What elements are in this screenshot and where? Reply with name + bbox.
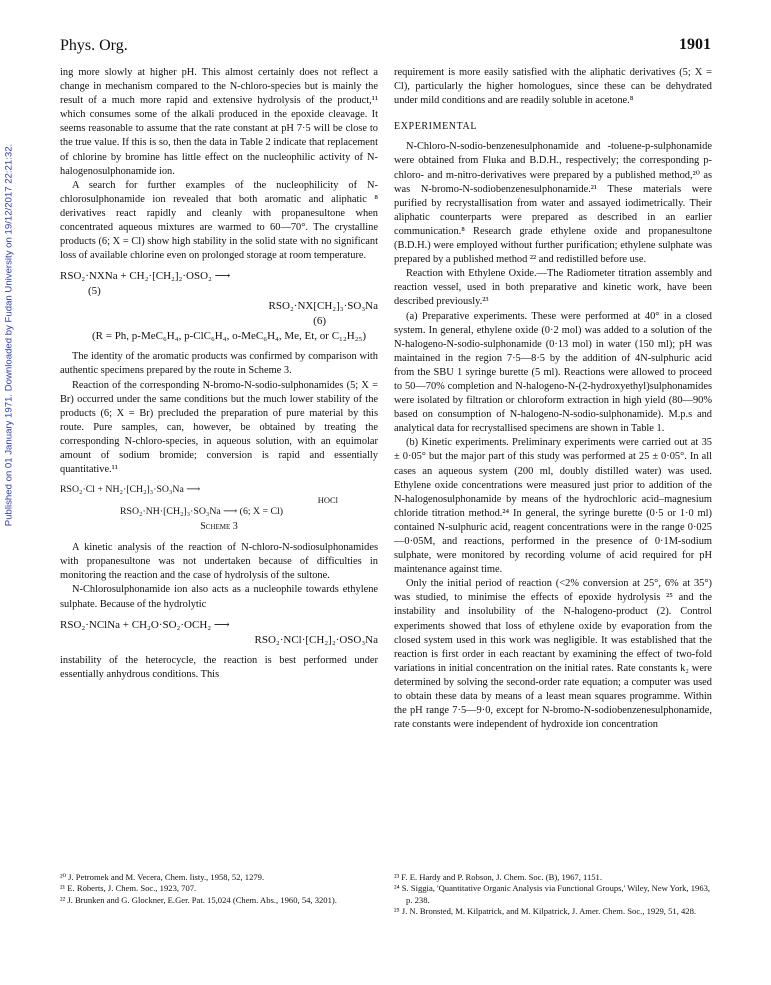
equation-sultone	[60, 269, 378, 344]
equation-note: (R = Ph, p-MeC₆H₄, p-ClC₆H₄, o-MeC₆H₄, Me, Et, or C₁₂H₂₅)	[91, 330, 367, 343]
scheme-reagent: HOCl	[317, 495, 338, 506]
paragraph: (a) Preparative experiments. These were performed at 40° in a closed system. In general, ethylene oxide (0·2 mol) was added to a solution of the N-halogeno-N-sodio-sulphonamide (0·13 mol) in water (150 ml); pH was maintained in the region 7·5—8·5 by the addition of 4N-sulphuric acid from the SBU 1 syringe burette (5 ml). Reactions were allowed to proceed to 50—70% completion and N-halogeno-N-(2-hydroxyethyl)sulphonamides were isolated by filtration or chloroform extraction in high yield (80—90% based on consumption of N-halogeno-N-sodio-sulphonamide). M.p.s and analytical data for recrystallised specimens are shown in Table 1.	[394, 310, 712, 435]
footnote: ²² J. Brunken and G. Glockner, E.Ger. Pat. 15,024 (Chem. Abs., 1960, 54, 3201).	[60, 894, 337, 905]
footnote: ²⁵ J. N. Bronsted, M. Kilpatrick, and M. Kilpatrick, J. Amer. Chem. Soc., 1929, 51, 428.	[394, 906, 697, 917]
paragraph: A kinetic analysis of the reaction of N-chloro-N-sodiosulphonamides with propanesultone was not undertaken because of difficulties in monitoring the reaction and the case of hydrolysis of the sultone.	[60, 542, 378, 582]
paragraph: (b) Kinetic experiments. Preliminary experiments were carried out at 35 ± 0·05° but the major part of this study was performed at 25 ± 0·05°. In all cases an aqueous system (200 ml, doubly distilled water) was used. Ethylene oxide concentrations were measured just prior to addition of the N-halogenosulphonamide by means of the hydrochloric acid–magnesium chloride titration method.²⁴ In general, the syringe burette (0·5 or 1·0 ml) contained N-sulphuric acid, reagent concentrations were in the range 0·025—0·05M, and reactions, performed in the presence of 0·1M-sodium sulphate, were monitored by recording volume of acid required for pH maintenance against time.	[394, 437, 712, 576]
footnotes-left	[60, 872, 378, 906]
scheme-line: RSO₂·Cl + NH₂·[CH₂]₃·SO₃Na ⟶	[60, 484, 201, 496]
section-heading: EXPERIMENTAL	[394, 121, 478, 133]
paragraph: ing more slowly at higher pH. This almost certainly does not reflect a change in mechanism compared to the N-chloro-species but is mainly the result of a much more rapid and extensive hydrolysis of the product,¹¹ which consumes some of the alkali produced in the epoxide cleavage. It seems reasonable to assume that the rate constant at pH 7·5 will be close to the true value. If this is so, then the data in Table 2 indicate that replacement of chlorine by bromine has little effect on the nucleophilic activity of N-halogenosulphonamide ion.	[60, 67, 378, 177]
footnote: ²⁰ J. Petromek and M. Vecera, Chem. listy., 1958, 52, 1279.	[60, 872, 265, 882]
paragraph: Reaction with Ethylene Oxide.—The Radiometer titration assembly and reaction vessel, used in both preparative and kinetic work, have been described previously.²³	[394, 268, 712, 308]
footnote: ²¹ E. Roberts, J. Chem. Soc., 1923, 707.	[60, 883, 197, 894]
right-column	[394, 66, 712, 732]
footnote: ²³ F. E. Hardy and P. Robson, J. Chem. Soc. (B), 1967, 1151.	[394, 872, 603, 882]
scheme-label: Scheme 3	[200, 521, 238, 533]
running-head-journal: Phys. Org.	[60, 37, 128, 54]
paragraph: requirement is more easily satisfied with the aliphatic derivatives (5; X = Cl), particularly the higher homologues, since these can be dehydrated under mild conditions and are readily soluble in acetone.⁸	[394, 67, 712, 107]
paragraph: instability of the heterocycle, the reaction is best performed under essentially anhydrous conditions. This	[60, 654, 378, 680]
scheme-line: RSO₂·NH·[CH₂]₃·SO₃Na ⟶ (6; X = Cl)	[120, 506, 284, 518]
page-number: 1901	[679, 36, 711, 53]
left-column	[60, 66, 378, 682]
equation-line: RSO₂·NXNa + CH₂·[CH₂]₂·OSO₂ ⟶	[60, 270, 231, 283]
paragraph: Reaction of the corresponding N-bromo-N-sodio-sulphonamides (5; X = Br) occurred under the same conditions but the much lower stability of the products (6; X = Br) precluded the preparation of pure material by this route. Pure samples, can, however, be obtained by treating the corresponding N-chloro-species, in aqueous solution, with an equimolar amount of sodium bromide; conversion is rapid and essentially quantitative.¹¹	[60, 379, 378, 476]
download-watermark	[2, 70, 16, 600]
paragraph: N-Chloro-N-sodio-benzenesulphonamide and -toluene-p-sulphonamide were obtained from Fluka and B.D.H., respectively; the corresponding p-chloro- and m-nitro-derivatives were prepared by a published method,²⁰ as was N-bromo-N-sodiobenzenesulphonamide.²¹ These materials were purified by recrystallisation from water and assayed iodimetrically. Their aliphatic counterparts were prepared as described in an earlier communication.⁸ Research grade ethylene oxide and propanesultone (B.D.H.) were employed without further purification; ethylene sulphate was prepared by a published method ²² and redistilled before use.	[394, 141, 712, 266]
paragraph: N-Chlorosulphonamide ion also acts as a nucleophile towards ethylene sulphate. Because of the hydrolytic	[60, 584, 378, 610]
equation-line: RSO₂·NX[CH₂]₃·SO₃Na	[268, 300, 378, 313]
footnotes-right	[394, 872, 712, 918]
equation-line: RSO₂·NClNa + CH₂O·SO₂·OCH₂ ⟶	[60, 618, 230, 631]
footnote: ²⁴ S. Siggia, 'Quantitative Organic Analysis via Functional Groups,' Wiley, New York, 1963, p. 238.	[394, 883, 711, 905]
paragraph: Only the initial period of reaction (<2% conversion at 25°, 6% at 35°) was studied, to minimise the effects of epoxide hydrolysis ²⁵ and the instability and insolubility of the N-halogeno-product (2). Control experiments showed that loss of ethylene oxide by evaporation from the closed system used in this work was negligible. It was established that the reaction is first order in each reactant by examining the effect of two-fold variations in initial concentration on the initial rates. Rate constants k₂ were determined by solving the second-order rate equation; a computer was used to obtain these data by means of a least mean squares programme. Within the pH range 7·5—9·0, except for N-bromo-N-sodiobenzenesulphonamide, rate constants were independent of hydroxide ion concentration	[394, 578, 712, 731]
scheme-3	[60, 483, 378, 533]
download-watermark-text[interactable]: Published on 01 January 1971. Downloaded by Fudan University on 19/12/2017 22:21:32.	[3, 143, 15, 527]
compound-label: (5)	[88, 285, 101, 298]
paragraph: A search for further examples of the nucleophilicity of N-chlorosulphonamide ion revealed that both aromatic and aliphatic ⁸ derivatives react rapidly and cleanly with propanesultone when concentrated aqueous mixtures are warmed to 60—70°. The crystalline products (6; X = Cl) show high stability in the solid state with no significant loss of available chlorine even on prolonged storage at room temperature.	[60, 179, 378, 262]
equation-ethylene-sulphate	[60, 618, 378, 648]
paragraph: The identity of the aromatic products was confirmed by comparison with authentic specimens prepared by the route in Scheme 3.	[60, 351, 378, 377]
equation-line: RSO₂·NCl·[CH₂]₂·OSO₃Na	[254, 633, 378, 646]
compound-label: (6)	[313, 315, 326, 328]
